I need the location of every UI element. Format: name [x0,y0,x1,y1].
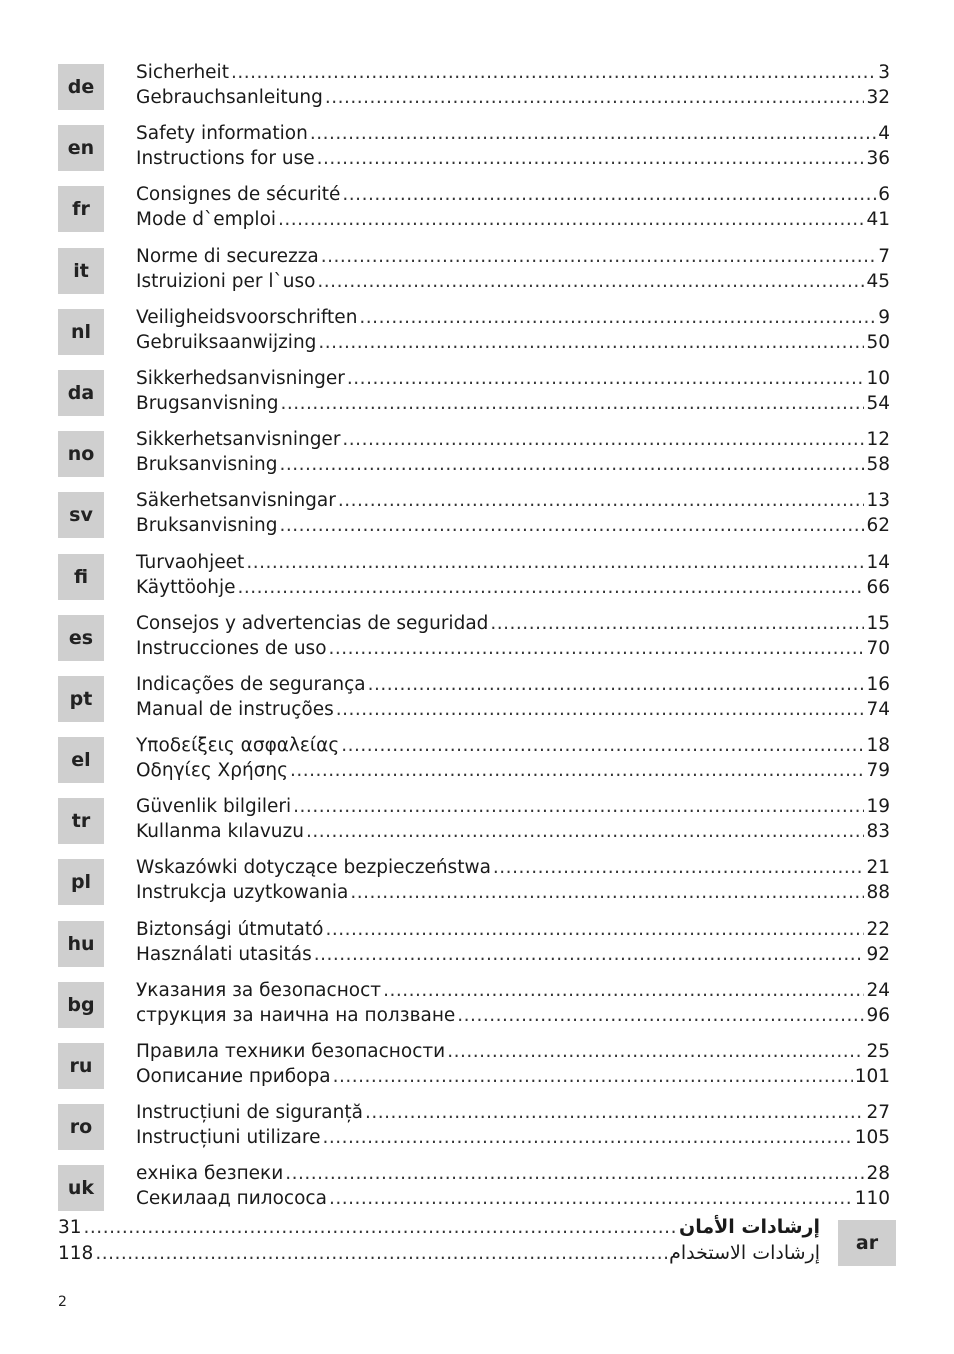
page-ref: 15 [866,612,890,634]
language-badge-uk: uk [58,1165,104,1211]
toc-line-safety-uk[interactable] [136,1161,890,1186]
toc-line-instructions-fi[interactable] [136,575,890,600]
toc-lines [136,427,890,477]
toc-line-safety-ar[interactable] [58,1214,820,1240]
page-ref: 27 [866,1102,890,1124]
leader-dots [318,330,864,355]
toc-line-safety-bg[interactable] [136,978,890,1003]
toc-line-instructions-tr[interactable] [136,819,890,844]
page-ref: 31 [58,1217,82,1238]
toc-line-instructions-hu[interactable] [136,942,890,967]
language-badge-tr: tr [58,798,104,844]
section-title: Safety information [136,123,308,145]
page-ref: 9 [878,306,890,328]
toc-line-safety-da[interactable] [136,366,890,391]
toc-entry-hu [58,917,890,978]
toc-lines [136,1100,890,1150]
section-title: Sikkerhetsanvisninger [136,429,341,451]
toc-line-safety-ro[interactable] [136,1100,890,1125]
leader-dots [457,1003,864,1028]
toc-lines [136,611,890,661]
section-title: Gebrauchsanleitung [136,87,323,108]
page-ref: 10 [866,367,890,389]
page-ref: 50 [866,331,890,353]
toc-lines [136,366,890,416]
toc-line-instructions-da[interactable] [136,391,890,416]
section-title: Bruksanvisning [136,454,278,476]
toc-line-safety-tr[interactable] [136,794,890,819]
section-title: Indicações de segurança [136,673,366,695]
toc-line-instructions-it[interactable] [136,269,890,294]
language-badge-pl: pl [58,859,104,905]
section-title: Turvaohjeet [136,551,245,573]
leader-dots [317,269,864,294]
leader-dots [383,978,864,1003]
toc-lines [136,60,890,110]
leader-dots [350,880,864,905]
language-badge-de: de [58,64,104,110]
page-ref: 13 [866,490,890,512]
page-ref: 19 [866,796,890,818]
section-title: Manual de instruções [136,698,334,720]
section-title: Instrucciones de uso [136,637,327,659]
page-ref: 18 [866,735,890,757]
language-badge-pt: pt [58,676,104,722]
page-ref: 14 [866,551,890,573]
section-title: струкция за наична на ползване [136,1004,456,1026]
toc-entry-bg [58,978,890,1039]
language-badge-fi: fi [58,554,104,600]
section-title: Használati utasitás [136,943,312,965]
section-title: Biztonsági útmutató [136,918,324,940]
toc-line-instructions-ru[interactable] [136,1064,890,1089]
toc-line-instructions-bg[interactable] [136,1003,890,1028]
toc-entry-nl [58,305,890,366]
toc-line-instructions-sv[interactable] [136,513,890,538]
toc-entry-fi [58,550,890,611]
toc-entry-da [58,366,890,427]
leader-dots [306,819,864,844]
section-title: Instrukcja uzytkowania [136,882,349,904]
toc-lines [136,917,890,967]
language-badge-el: el [58,737,104,783]
toc-entry-ro [58,1100,890,1161]
language-badge-es: es [58,615,104,661]
toc-line-safety-hu[interactable] [136,917,890,942]
toc-line-safety-no[interactable] [136,427,890,452]
leader-dots [290,758,864,783]
leader-dots [342,182,876,207]
section-title: Sicherheit [136,62,229,83]
section-title: Instrucțiuni de siguranță [136,1102,363,1124]
page-ref: 118 [58,1243,94,1264]
leader-dots [329,1186,853,1211]
leader-dots [310,121,876,146]
toc-entry-no [58,427,890,488]
section-title: Kullanma kılavuzu [136,821,304,843]
leader-dots [95,1241,667,1267]
page-ref: 74 [866,698,890,720]
language-badge-it: it [58,248,104,294]
section-title: Секилаад пилососа [136,1188,327,1210]
toc-entry-pt [58,672,890,733]
toc-line-safety-nl[interactable] [136,305,890,330]
leader-dots [333,1064,853,1089]
page-ref: 83 [866,821,890,843]
leader-dots [231,60,876,85]
toc-line-instructions-el[interactable] [136,758,890,783]
toc-lines [136,978,890,1028]
toc-entry-it [58,244,890,305]
toc-line-safety-sv[interactable] [136,488,890,513]
section-title: Υποδείξεις ασφαλείας [136,735,340,757]
section-title: Mode d`emploi [136,209,277,231]
page-ref: 45 [866,270,890,292]
page-ref: 28 [866,1163,890,1185]
toc-line-instructions-fr[interactable] [136,207,890,232]
toc-line-instructions-ar[interactable] [58,1240,820,1266]
leader-dots [278,207,864,232]
page-ref: 12 [866,429,890,451]
page-ref: 110 [854,1188,890,1210]
section-title: Instructions for use [136,148,315,170]
toc-line-safety-fr[interactable] [136,182,890,207]
leader-dots [490,611,864,636]
toc-entry-sv [58,488,890,549]
language-badge-en: en [58,125,104,171]
section-title: ехніка безпеки [136,1163,284,1185]
leader-dots [368,672,865,697]
toc-line-safety-de[interactable] [136,60,890,85]
section-title: إرشادات الاستخدام [669,1242,820,1264]
page-ref: 32 [866,87,890,108]
section-title: Οδηγίες Χρήσης [136,760,289,782]
section-title: Norme di securezza [136,245,319,267]
toc-line-instructions-en[interactable] [136,146,890,171]
language-badge-ro: ro [58,1104,104,1150]
toc-line-instructions-ro[interactable] [136,1125,890,1150]
page-ref: 105 [854,1127,890,1149]
toc-line-safety-es[interactable] [136,611,890,636]
toc-line-safety-en[interactable] [136,121,890,146]
leader-dots [447,1039,864,1064]
toc-line-safety-el[interactable] [136,733,890,758]
toc-lines [136,672,890,722]
toc-lines [136,182,890,232]
section-title: Veiligheidsvoorschriften [136,306,358,328]
leader-dots [325,917,864,942]
section-title: Оописание прибора [136,1066,331,1087]
toc-entry-es [58,611,890,672]
leader-dots [317,146,865,171]
page-ref: 6 [878,184,890,206]
toc-lines [136,244,890,294]
leader-dots [314,942,865,967]
language-badge-da: da [58,370,104,416]
toc-entry-fr [58,182,890,243]
toc-line-safety-ru[interactable] [136,1039,890,1064]
leader-dots [84,1215,677,1241]
page-ref: 22 [866,918,890,940]
section-title: Käyttöohje [136,576,236,598]
page-ref: 88 [866,882,890,904]
leader-dots [322,1125,852,1150]
leader-dots [281,391,865,416]
page-ref: 25 [866,1041,890,1062]
section-title: Указания за безопасност [136,979,382,1001]
leader-dots [325,85,865,110]
section-title: Wskazówki dotyczące bezpieczeństwa [136,857,491,879]
toc-lines [136,305,890,355]
toc-line-safety-it[interactable] [136,244,890,269]
toc-line-instructions-nl[interactable] [136,330,890,355]
toc-entry-de [58,60,890,121]
language-badge-nl: nl [58,309,104,355]
page-ref: 16 [866,673,890,695]
toc-lines [136,855,890,905]
page-ref: 58 [866,454,890,476]
toc-entry-ru [58,1039,890,1100]
language-badge-no: no [58,431,104,477]
toc-lines [136,794,890,844]
section-title: Bruksanvisning [136,515,278,537]
leader-dots [365,1100,865,1125]
section-title: Instrucțiuni utilizare [136,1127,321,1149]
toc-lines [136,733,890,783]
leader-dots [293,794,864,819]
page-ref: 4 [878,123,890,145]
toc-line-instructions-es[interactable] [136,636,890,661]
toc-line-instructions-pl[interactable] [136,880,890,905]
language-badge-ar: ar [838,1220,896,1266]
section-title: Consignes de sécurité [136,184,341,206]
page-ref: 21 [866,857,890,879]
section-title: إرشادات الأمان [678,1216,820,1238]
page-ref: 101 [854,1066,890,1087]
toc-line-instructions-pt[interactable] [136,697,890,722]
page-ref: 92 [866,943,890,965]
leader-dots [359,305,876,330]
page-ref: 62 [866,515,890,537]
language-badge-hu: hu [58,921,104,967]
section-title: Consejos y advertencias de seguridad [136,612,489,634]
toc-entry-en [58,121,890,182]
section-title: Istruizioni per l`uso [136,270,316,292]
leader-dots [341,733,864,758]
toc-line-instructions-de[interactable] [136,85,890,110]
toc-line-instructions-no[interactable] [136,452,890,477]
leader-dots [342,427,864,452]
toc-entry-pl [58,855,890,916]
leader-dots [338,488,865,513]
toc-lines [136,550,890,600]
page-ref: 79 [866,760,890,782]
toc-lines [136,1161,890,1211]
page-ref: 66 [866,576,890,598]
section-title: Правила техники безопасности [136,1041,446,1062]
toc-lines [136,488,890,538]
page-ref: 70 [866,637,890,659]
language-badge-fr: fr [58,186,104,232]
page-ref: 3 [878,62,890,83]
page-ref: 41 [866,209,890,231]
toc-lines [136,121,890,171]
toc-entry-el [58,733,890,794]
toc-entry-tr [58,794,890,855]
toc-line-instructions-uk[interactable] [136,1186,890,1211]
toc-line-safety-pl[interactable] [136,855,890,880]
leader-dots [246,550,864,575]
toc-lines [136,1039,890,1089]
leader-dots [336,697,865,722]
section-title: Gebruiksaanwijzing [136,331,317,353]
language-badge-sv: sv [58,492,104,538]
page-ref: 36 [866,148,890,170]
toc-line-safety-pt[interactable] [136,672,890,697]
page-number: 2 [58,1294,67,1310]
toc-line-safety-fi[interactable] [136,550,890,575]
leader-dots [285,1161,864,1186]
language-badge-ru: ru [58,1043,104,1089]
leader-dots [347,366,865,391]
section-title: Brugsanvisning [136,392,279,414]
section-title: Säkerhetsanvisningar [136,490,336,512]
toc-entry-ar [58,1214,896,1270]
language-badge-bg: bg [58,982,104,1028]
table-of-contents [58,60,890,1223]
leader-dots [280,452,865,477]
leader-dots [321,244,876,269]
page-ref: 7 [878,245,890,267]
leader-dots [237,575,864,600]
leader-dots [493,855,865,880]
leader-dots [329,636,865,661]
page-ref: 24 [866,979,890,1001]
page-ref: 96 [866,1004,890,1026]
section-title: Sikkerhedsanvisninger [136,367,345,389]
page-ref: 54 [866,392,890,414]
leader-dots [280,513,865,538]
section-title: Güvenlik bilgileri [136,796,292,818]
